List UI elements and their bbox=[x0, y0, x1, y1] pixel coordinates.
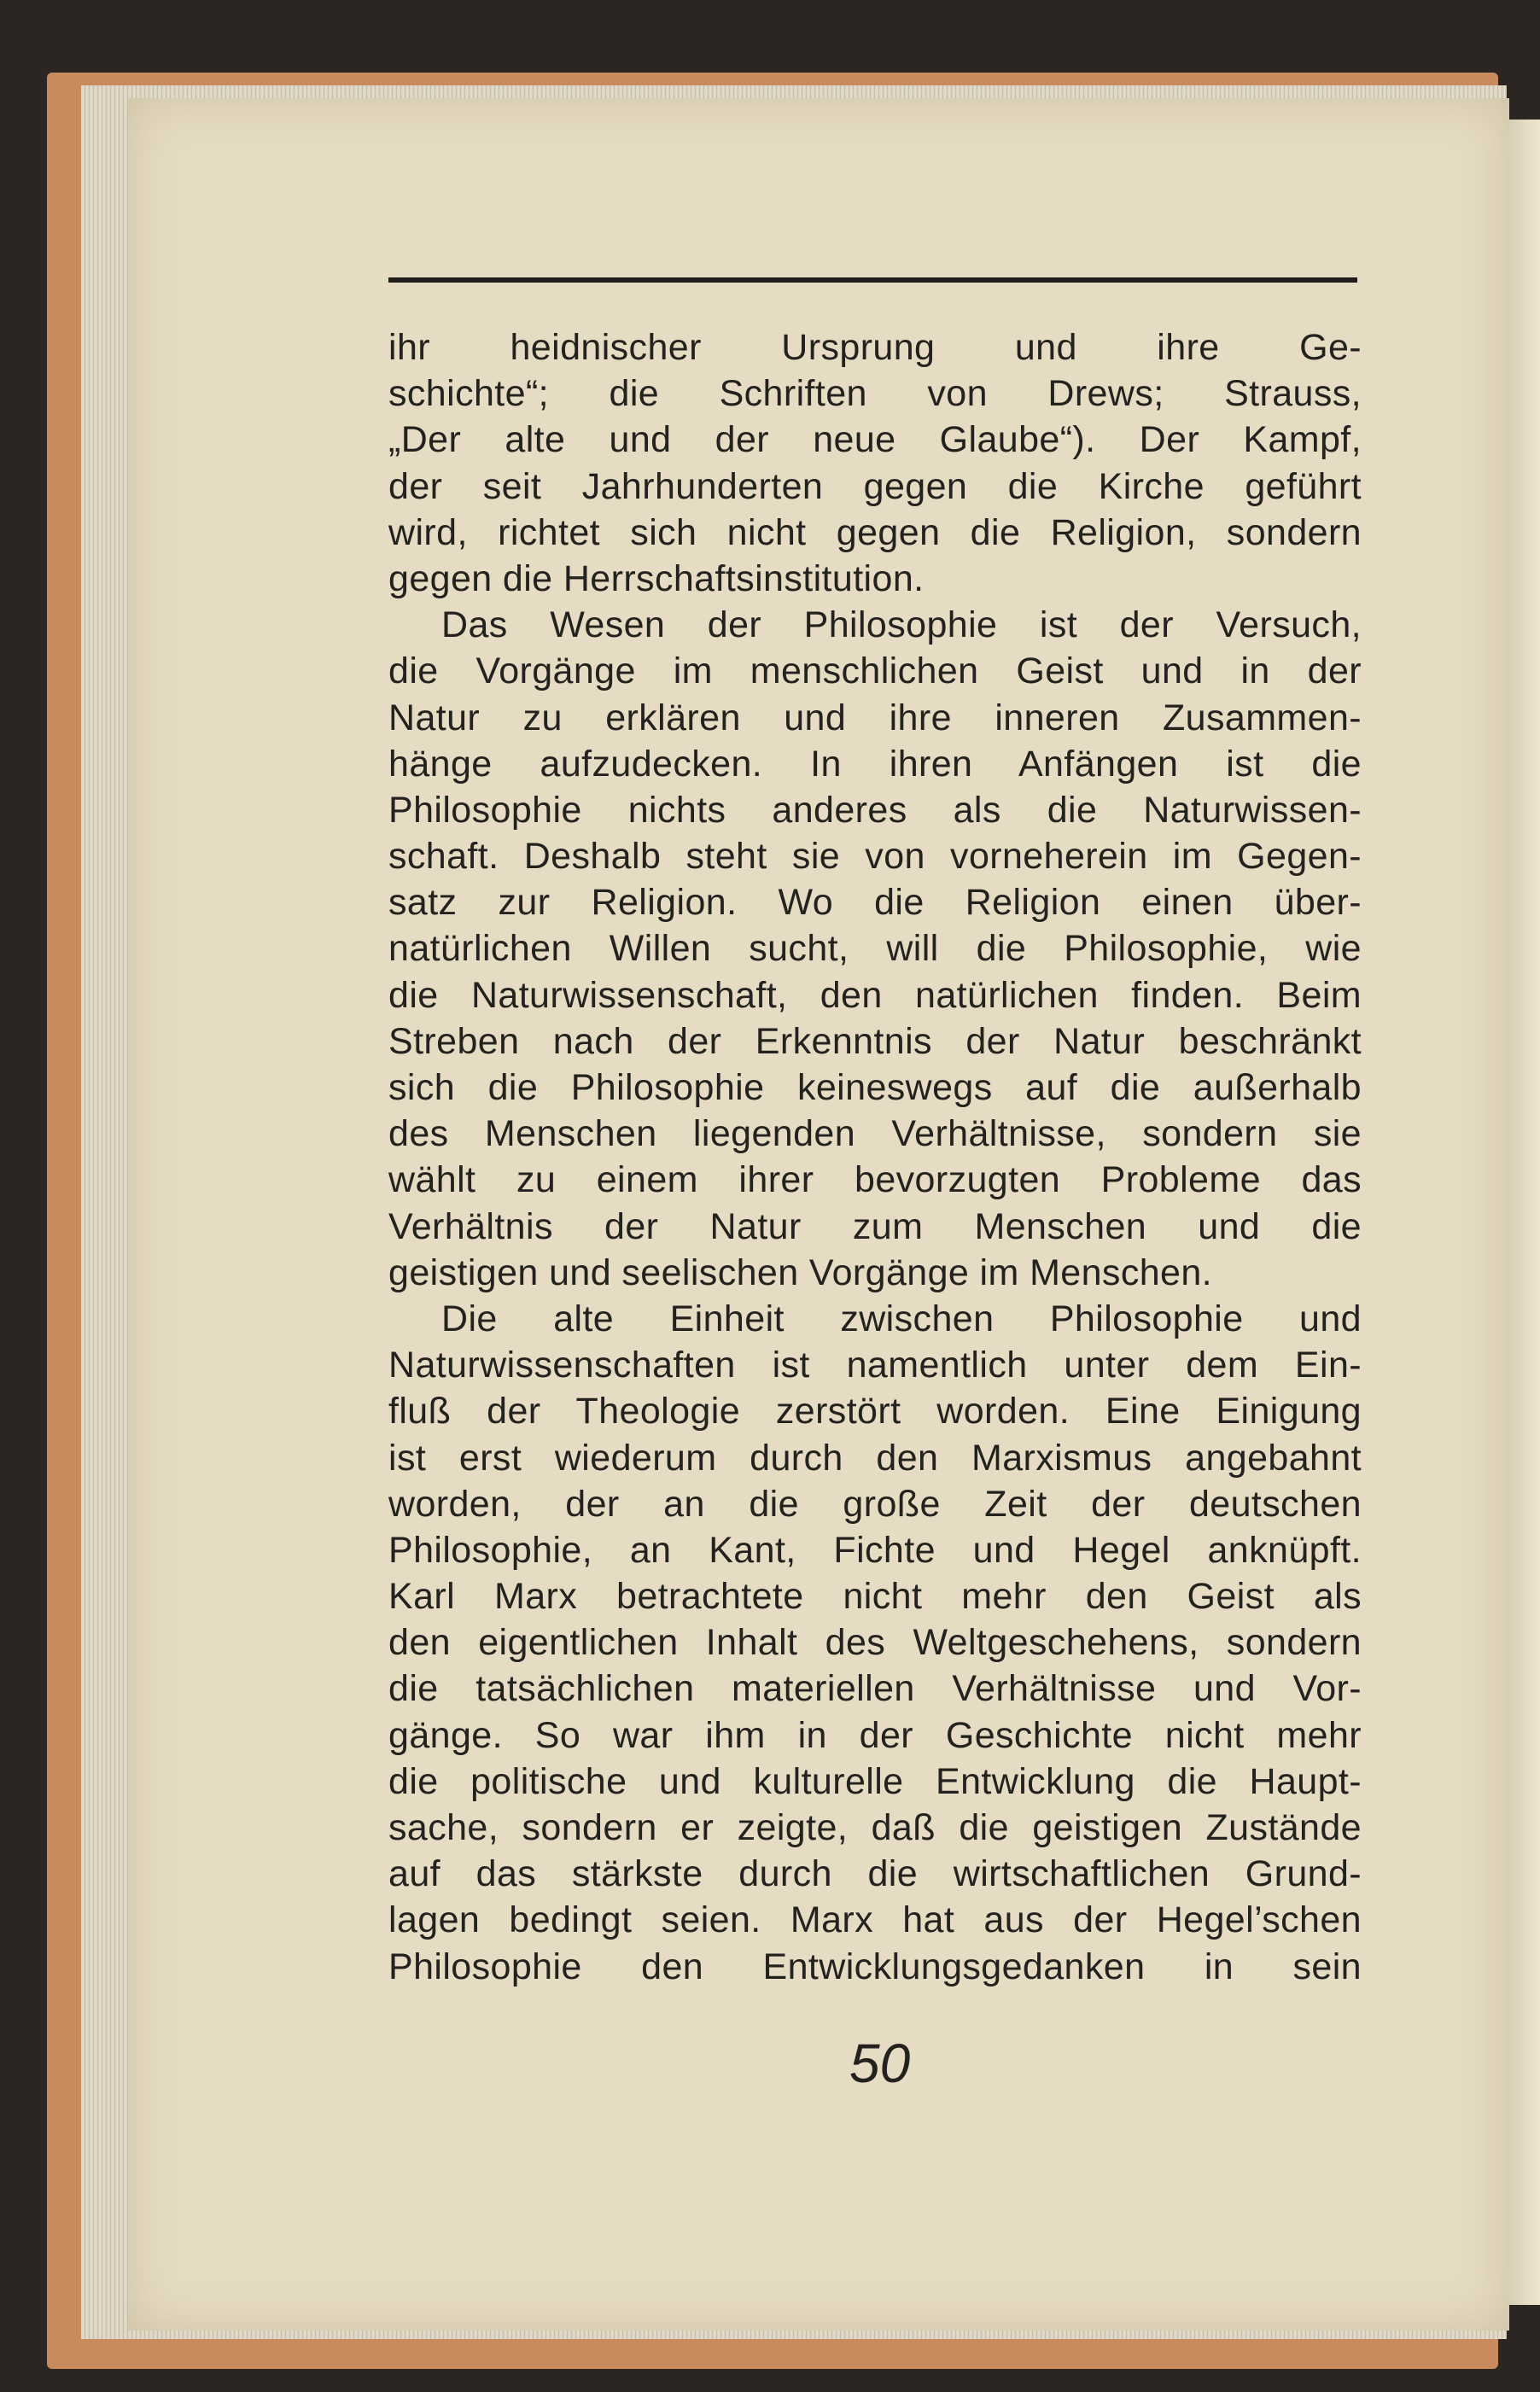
text-line: hänge aufzudecken. In ihren Anfängen ist die bbox=[388, 743, 1362, 785]
facing-page-edge bbox=[1509, 120, 1540, 2305]
header-rule bbox=[388, 277, 1357, 283]
text-line: wählt zu einem ihrer bevorzugten Probleme das bbox=[388, 1159, 1362, 1201]
text-line: Naturwissenschaften ist namentlich unter dem Ein- bbox=[388, 1345, 1362, 1386]
text-line: Natur zu erklären und ihre inneren Zusammen- bbox=[388, 697, 1362, 738]
text-line: Karl Marx betrachtete nicht mehr den Geist als bbox=[388, 1576, 1362, 1618]
text-line: geistigen und seelischen Vorgänge im Menschen. bbox=[388, 1251, 1213, 1293]
text-line: des Menschen liegenden Verhältnisse, sondern sie bbox=[388, 1113, 1362, 1155]
text-line: die tatsächlichen materiellen Verhältnisse und Vor- bbox=[388, 1668, 1362, 1710]
text-line: ihr heidnischer Ursprung und ihre Ge- bbox=[388, 327, 1362, 368]
text-line: „Der alte und der neue Glaube“). Der Kampf, bbox=[388, 419, 1362, 461]
text-line: der seit Jahrhunderten gegen die Kirche geführt bbox=[388, 465, 1362, 507]
page-number: 50 bbox=[849, 2033, 911, 2094]
text-line: Philosophie nichts anderes als die Naturwissen- bbox=[388, 789, 1362, 831]
body-text bbox=[388, 324, 1362, 1990]
text-line: wird, richtet sich nicht gegen die Religion, sondern bbox=[388, 511, 1362, 553]
text-line: schaft. Deshalb steht sie von vorneherein im Gegen- bbox=[388, 836, 1362, 878]
text-line: lagen bedingt seien. Marx hat aus der Hegel’schen bbox=[388, 1899, 1362, 1941]
text-line: die Naturwissenschaft, den natürlichen finden. Beim bbox=[388, 974, 1362, 1016]
text-line: Die alte Einheit zwischen Philosophie und bbox=[441, 1298, 1362, 1339]
text-line: gegen die Herrschaftsinstitution. bbox=[388, 557, 925, 599]
text-line: Verhältnis der Natur zum Menschen und die bbox=[388, 1205, 1362, 1247]
text-line: die politische und kulturelle Entwicklung die Haupt- bbox=[388, 1760, 1362, 1802]
text-line: sich die Philosophie keineswegs auf die außerhalb bbox=[388, 1067, 1362, 1108]
text-line: fluß der Theologie zerstört worden. Eine Einigung bbox=[388, 1391, 1362, 1432]
text-line: satz zur Religion. Wo die Religion einen über- bbox=[388, 882, 1362, 924]
text-line: den eigentlichen Inhalt des Weltgeschehens, sondern bbox=[388, 1622, 1362, 1664]
text-line: gänge. So war ihm in der Geschichte nicht mehr bbox=[388, 1714, 1362, 1756]
text-line: Philosophie den Entwicklungsgedanken in sein bbox=[388, 1946, 1362, 1987]
text-line: schichte“; die Schriften von Drews; Strauss, bbox=[388, 373, 1362, 415]
text-line: die Vorgänge im menschlichen Geist und in der bbox=[388, 651, 1362, 692]
text-line: ist erst wiederum durch den Marxismus angebahnt bbox=[388, 1437, 1362, 1479]
text-line: sache, sondern er zeigte, daß die geistigen Zustände bbox=[388, 1807, 1362, 1848]
text-line: worden, der an die große Zeit der deutschen bbox=[388, 1483, 1362, 1525]
text-line: auf das stärkste durch die wirtschaftlichen Grund- bbox=[388, 1853, 1362, 1895]
text-line: Philosophie, an Kant, Fichte und Hegel anknüpft. bbox=[388, 1529, 1362, 1571]
text-line: Streben nach der Erkenntnis der Natur beschränkt bbox=[388, 1020, 1362, 1062]
text-line: natürlichen Willen sucht, will die Philosophie, wie bbox=[388, 928, 1362, 970]
text-line: Das Wesen der Philosophie ist der Versuch, bbox=[441, 604, 1362, 646]
